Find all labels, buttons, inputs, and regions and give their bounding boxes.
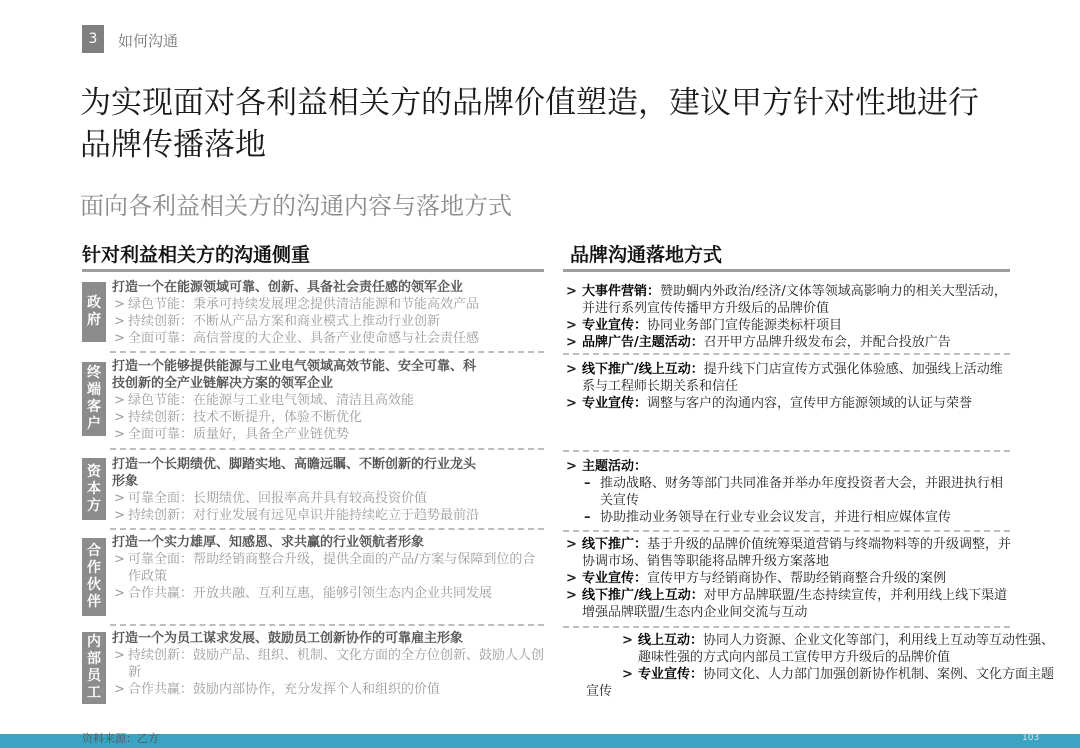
stakeholder-headline: 打造一个实力雄厚、知感恩、求共赢的行业领航者形象 bbox=[112, 535, 425, 550]
right-column-heading: 品牌沟通落地方式 bbox=[570, 244, 723, 266]
stakeholder-label: 内部员工 bbox=[82, 632, 106, 704]
page-number: 103 bbox=[1022, 733, 1040, 743]
channel-text: 协同业务部门宣传能源类标杆项目 bbox=[647, 318, 843, 333]
channel-key: 线下推广/线上互动： bbox=[582, 362, 704, 377]
stakeholder-bullet: > 持续创新：技术不断提升，体验不断优化 bbox=[112, 409, 544, 426]
stakeholder-bullet: > 绿色节能：在能源与工业电气领域、清洁且高效能 bbox=[112, 392, 544, 409]
channel-key: 线下推广： bbox=[582, 537, 648, 552]
channel-item bbox=[566, 587, 1012, 621]
channel-item bbox=[566, 283, 1012, 317]
channel-key: 主题活动： bbox=[582, 459, 648, 474]
stakeholder-block bbox=[112, 534, 544, 602]
stakeholder-headline: 形象 bbox=[112, 474, 139, 489]
channel-block bbox=[566, 536, 1012, 621]
channel-text: 召开甲方品牌升级发布会，并配合投放广告 bbox=[703, 335, 951, 350]
channel-text: 宣传甲方与经销商协作、帮助经销商整合升级的案例 bbox=[647, 571, 947, 586]
channel-text: 调整与客户的沟通内容，宣传甲方能源领域的认证与荣誉 bbox=[647, 396, 973, 411]
channel-block bbox=[566, 458, 1012, 526]
channel-text: 基于升级的品牌价值统筹渠道营销与终端物料等的升级调整，并协调市场、销售等职能将品牌升级方案落地 bbox=[582, 537, 1012, 569]
row-separator bbox=[563, 626, 1010, 628]
left-column-heading: 针对利益相关方的沟通侧重 bbox=[82, 244, 311, 266]
stakeholder-bullet: > 合作共赢：开放共融、互利互惠，能够引领生态内企业共同发展 bbox=[112, 585, 544, 602]
channel-key: 大事件营销： bbox=[582, 284, 661, 299]
right-heading-rule bbox=[563, 269, 1010, 272]
stakeholder-headline: 技创新的全产业链解决方案的领军企业 bbox=[112, 376, 334, 391]
page-title-line: 为实现面对各利益相关方的品牌价值塑造，建议甲方针对性地进行 bbox=[80, 85, 979, 121]
channel-key: 线下推广/线上互动： bbox=[582, 588, 704, 603]
stakeholder-block bbox=[112, 358, 544, 443]
row-separator bbox=[110, 448, 544, 450]
stakeholder-label: 政府 bbox=[82, 282, 106, 342]
channel-key: 线上互动： bbox=[638, 633, 704, 648]
left-heading-rule bbox=[82, 269, 544, 272]
stakeholder-bullet: > 可靠全面：帮助经销商整合升级，提供全面的产品/方案与保障到位的合作政策 bbox=[112, 551, 544, 585]
source-note: 资料来源：乙方 bbox=[82, 732, 159, 745]
stakeholder-headline: 打造一个在能源领域可靠、创新、具备社会责任感的领军企业 bbox=[112, 280, 464, 295]
stakeholder-bullet: > 合作共赢：鼓励内部协作，充分发挥个人和组织的价值 bbox=[112, 681, 544, 698]
channel-key: 专业宣传： bbox=[638, 667, 704, 682]
channel-subitem: – 推动战略、财务等部门共同准备并举办年度投资者大会，并跟进执行相关宣传 bbox=[566, 475, 1012, 509]
channel-text: 提升线下门店宣传方式强化体验感、加强线上活动维系与工程师长期关系和信任 bbox=[582, 362, 1003, 394]
stakeholder-bullet: > 可靠全面：长期绩优、回报率高并具有较高投资价值 bbox=[112, 490, 544, 507]
stakeholder-block bbox=[112, 630, 544, 698]
row-separator bbox=[110, 528, 544, 530]
channel-item bbox=[566, 395, 1012, 412]
stakeholder-block bbox=[112, 456, 544, 524]
channel-key: 品牌广告/主题活动： bbox=[582, 335, 704, 350]
channel-text: 赞助蜩内外政治/经济/文体等领域高影响力的相关大型活动，并进行系列宣传传播甲方升级后的品牌价值 bbox=[582, 284, 1007, 316]
channel-block bbox=[566, 283, 1012, 351]
channel-key: 专业宣传： bbox=[582, 318, 648, 333]
stakeholder-headline: 打造一个长期绩优、脚踏实地、高瞻远瞩、不断创新的行业龙头 bbox=[112, 457, 477, 472]
row-separator bbox=[110, 624, 544, 626]
stakeholder-label: 资本方 bbox=[82, 458, 106, 520]
stakeholder-bullet: > 持续创新：不断从产品方案和商业模式上推动行业创新 bbox=[112, 313, 544, 330]
channel-item bbox=[566, 317, 1012, 334]
channel-item bbox=[566, 334, 1012, 351]
row-separator bbox=[110, 351, 544, 353]
channel-item bbox=[566, 570, 1012, 587]
channel-block bbox=[582, 632, 1060, 700]
row-separator bbox=[563, 530, 1010, 532]
page-subtitle: 面向各利益相关方的沟通内容与落地方式 bbox=[80, 192, 512, 220]
channel-item bbox=[582, 632, 1060, 666]
stakeholder-block bbox=[112, 279, 544, 347]
stakeholder-bullet: > 持续创新：对行业发展有远见卓识并能持续屹立于趋势最前沿 bbox=[112, 507, 544, 524]
row-separator bbox=[563, 353, 1010, 355]
page-title-line: 品牌传播落地 bbox=[80, 127, 266, 163]
page-title bbox=[80, 82, 1040, 166]
stakeholder-headline: 打造一个为员工谋求发展、鼓励员工创新协作的可靠雇主形象 bbox=[112, 631, 464, 646]
stakeholder-label: 终端客户 bbox=[82, 362, 106, 436]
channel-item bbox=[582, 666, 1060, 700]
stakeholder-headline: 打造一个能够提供能源与工业电气领域高效节能、安全可靠、科 bbox=[112, 359, 477, 374]
channel-subitem: – 协助推动业务领导在行业专业会议发言，并进行相应媒体宣传 bbox=[566, 509, 1012, 526]
channel-item bbox=[566, 361, 1012, 395]
channel-text: 协同人力资源、企业文化等部门，利用线上互动等互动性强、趣味性强的方式向内部员工宣传甲方升级后的品牌价值 bbox=[638, 633, 1055, 665]
footer-accent-bar bbox=[0, 734, 1080, 748]
channel-block bbox=[566, 361, 1012, 412]
stakeholder-bullet: > 持续创新：鼓励产品、组织、机制、文化方面的全方位创新、鼓励人人创新 bbox=[112, 647, 544, 681]
section-number-badge: 3 bbox=[82, 25, 104, 53]
channel-item bbox=[566, 458, 1012, 475]
stakeholder-bullet: > 全面可靠：质量好，具备全产业链优势 bbox=[112, 426, 544, 443]
channel-item bbox=[566, 536, 1012, 570]
channel-text: 对甲方品牌联盟/生态持续宣传，并利用线上线下渠道增强品牌联盟/生态内企业间交流与互动 bbox=[582, 588, 1008, 620]
row-separator bbox=[563, 450, 1010, 452]
channel-text: 协同文化、人力部门加强创新协作机制、案例、文化方面主题宣传 bbox=[586, 667, 1055, 699]
channel-key: 专业宣传： bbox=[582, 396, 648, 411]
stakeholder-bullet: > 全面可靠：高信誉度的大企业、具备产业使命感与社会责任感 bbox=[112, 330, 544, 347]
section-title: 如何沟通 bbox=[118, 32, 179, 50]
channel-key: 专业宣传： bbox=[582, 571, 648, 586]
stakeholder-bullet: > 绿色节能：秉承可持续发展理念提供清洁能源和节能高效产品 bbox=[112, 296, 544, 313]
stakeholder-label: 合作伙伴 bbox=[82, 538, 106, 616]
